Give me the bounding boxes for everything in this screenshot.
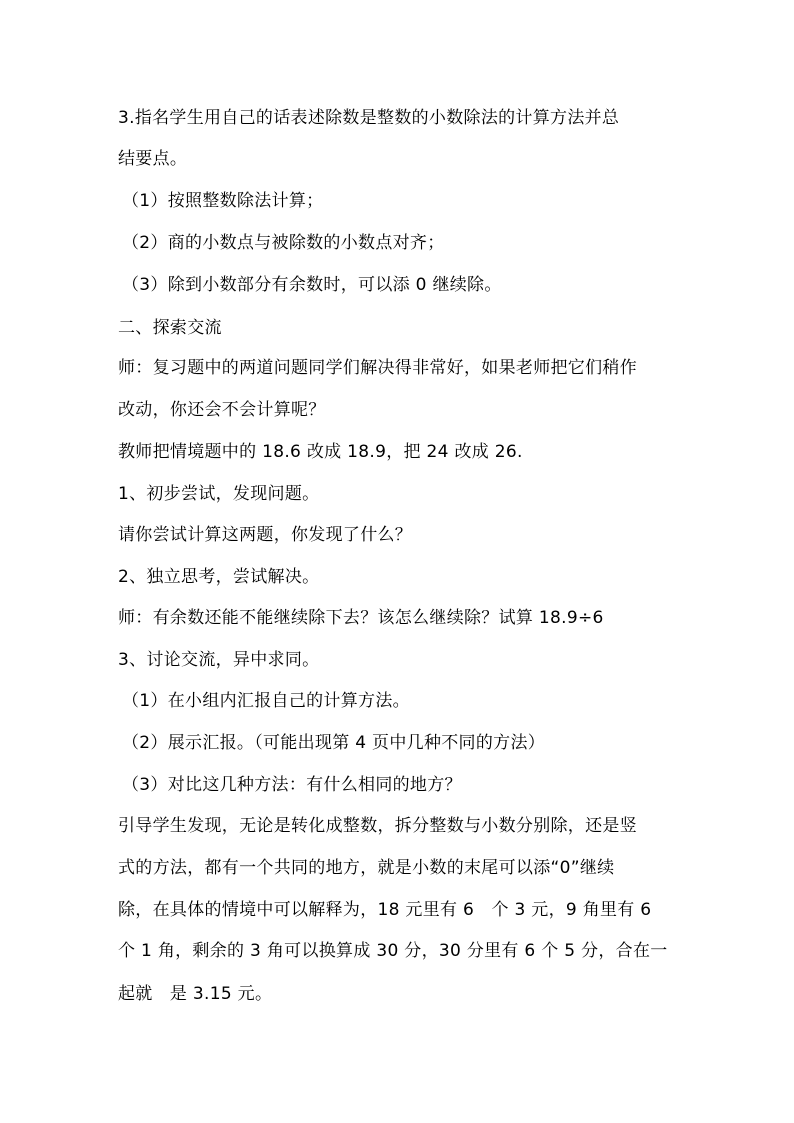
text-line: （1）按照整数除法计算； bbox=[122, 191, 324, 211]
text-line: 结要点。 bbox=[118, 149, 188, 169]
text-line: 除，在具体的情境中可以解释为，18 元里有 6 个 3 元，9 角里有 6 bbox=[118, 900, 652, 920]
text-line: （3）对比这几种方法：有什么相同的地方？ bbox=[122, 775, 462, 795]
text-line: 师：复习题中的两道问题同学们解决得非常好，如果老师把它们稍作 bbox=[118, 358, 637, 378]
text-line: 3.指名学生用自己的话表述除数是整数的小数除法的计算方法并总 bbox=[118, 108, 620, 128]
text-line: 师：有余数还能不能继续除下去？该怎么继续除？试算 18.9÷6 bbox=[118, 608, 604, 628]
text-line: （2）商的小数点与被除数的小数点对齐； bbox=[122, 233, 445, 253]
section-heading: 二、探索交流 bbox=[118, 318, 222, 338]
text-line: 教师把情境题中的 18.6 改成 18.9，把 24 改成 26. bbox=[118, 442, 523, 462]
text-line: 式的方法，都有一个共同的地方，就是小数的末尾可以添“0”继续 bbox=[118, 858, 615, 878]
text-line: 3、讨论交流，异中求同。 bbox=[118, 650, 320, 670]
text-line: 引导学生发现，无论是转化成整数，拆分整数与小数分别除，还是竖 bbox=[118, 816, 637, 836]
text-line: 1、初步尝试，发现问题。 bbox=[118, 484, 320, 504]
text-line: （3）除到小数部分有余数时，可以添 0 继续除。 bbox=[122, 275, 502, 295]
text-line: 改动，你还会不会计算呢？ bbox=[118, 400, 326, 420]
text-line: 起就 是 3.15 元。 bbox=[118, 984, 273, 1004]
text-line: （1）在小组内汇报自己的计算方法。 bbox=[122, 691, 410, 711]
text-line: 请你尝试计算这两题，你发现了什么？ bbox=[118, 525, 413, 545]
text-line: 2、独立思考，尝试解决。 bbox=[118, 567, 320, 587]
text-line: （2）展示汇报。（可能出现第 4 页中几种不同的方法） bbox=[122, 733, 546, 753]
text-line: 个 1 角，剩余的 3 角可以换算成 30 分，30 分里有 6 个 5 分，合在一 bbox=[118, 941, 668, 961]
